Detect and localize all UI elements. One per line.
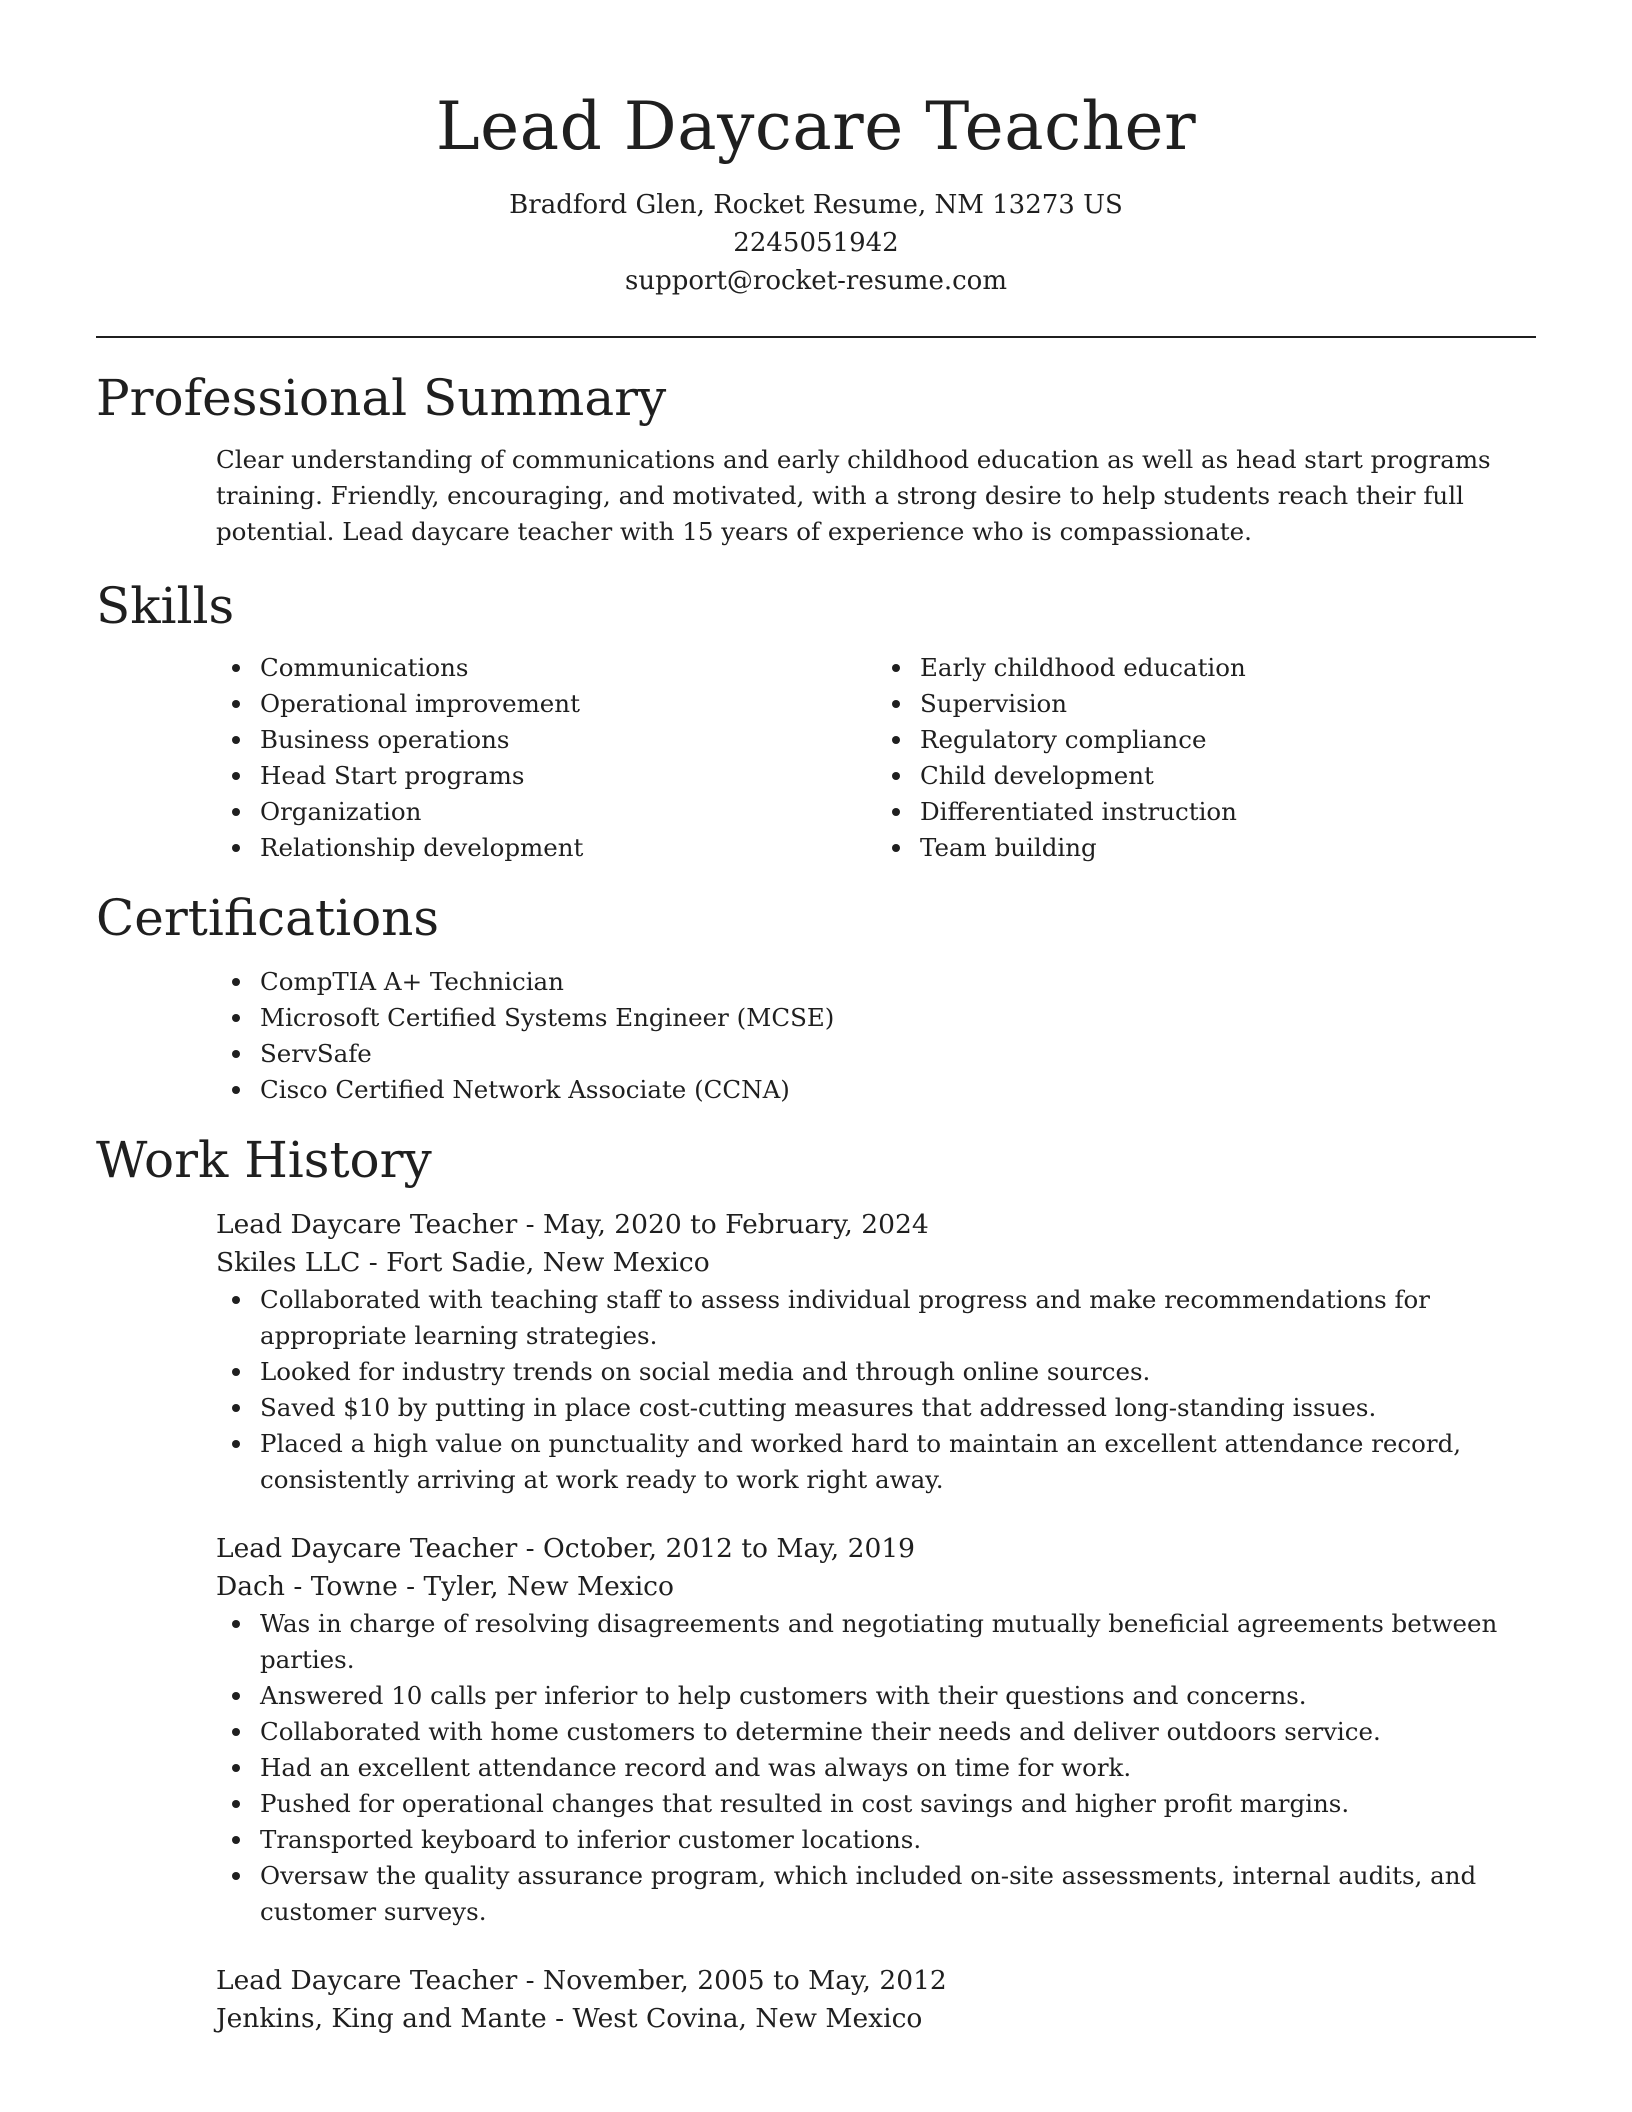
job-title-dates: Lead Daycare Teacher - October, 2012 to May, 2019 [216, 1533, 916, 1564]
certification-item: ServSafe [260, 1036, 1536, 1072]
job-company-location: Dach - Towne - Tyler, New Mexico [216, 1571, 674, 1602]
summary-text: Clear understanding of communications and early childhood education as well as head start programs training. Friendly, encouraging, and motivated, with a strong desire to help students reach their full potential. Lead daycare teacher with 15 years of experience who is compassionate. [216, 445, 1491, 546]
job-entry [216, 1962, 1536, 2038]
job-duty: Oversaw the quality assurance program, which included on-site assessments, internal audits, and customer surveys. [260, 1858, 1536, 1930]
skills-heading: Skills [96, 577, 235, 635]
job-title-dates: Lead Daycare Teacher - May, 2020 to February, 2024 [216, 1209, 929, 1240]
job-duty: Looked for industry trends on social media and through online sources. [260, 1354, 1536, 1390]
summary-section [216, 442, 1536, 550]
job-duty: Pushed for operational changes that resulted in cost savings and higher profit margins. [260, 1786, 1536, 1822]
candidate-name: Lead Daycare Teacher [435, 88, 1197, 165]
contact-phone: 2245051942 [733, 228, 899, 258]
job-duty: Collaborated with teaching staff to assess individual progress and make recommendations for appropriate learning strategies. [260, 1282, 1536, 1354]
certifications-section [216, 964, 1536, 1108]
contact-address: Bradford Glen, Rocket Resume, NM 13273 US [509, 190, 1123, 220]
skills-column-left [216, 650, 876, 866]
job-company-location: Skiles LLC - Fort Sadie, New Mexico [216, 1247, 710, 1278]
skill-item: Child development [920, 758, 1536, 794]
job-duty: Transported keyboard to inferior customer locations. [260, 1822, 1536, 1858]
summary-heading: Professional Summary [96, 369, 667, 427]
skill-item: Communications [260, 650, 876, 686]
contact-email: support@rocket-resume.com [624, 266, 1007, 296]
contact-info [96, 186, 1536, 300]
resume-page [96, 0, 1536, 2038]
skills-column-right [876, 650, 1536, 866]
certification-item: CompTIA A+ Technician [260, 964, 1536, 1000]
header-divider [96, 336, 1536, 338]
job-entry [216, 1206, 1536, 1498]
job-duty: Saved $10 by putting in place cost-cutting measures that addressed long-standing issues. [260, 1390, 1536, 1426]
skill-item: Operational improvement [260, 686, 876, 722]
skill-item: Head Start programs [260, 758, 876, 794]
skill-item: Organization [260, 794, 876, 830]
work-history-heading: Work History [96, 1131, 432, 1189]
job-duty: Collaborated with home customers to determine their needs and deliver outdoors service. [260, 1714, 1536, 1750]
job-title-dates: Lead Daycare Teacher - November, 2005 to May, 2012 [216, 1965, 947, 1996]
job-duty: Answered 10 calls per inferior to help customers with their questions and concerns. [260, 1678, 1536, 1714]
job-entry [216, 1530, 1536, 1930]
job-duties-list [216, 1282, 1536, 1498]
job-duty: Had an excellent attendance record and was always on time for work. [260, 1750, 1536, 1786]
resume-header [96, 0, 1536, 300]
skill-item: Regulatory compliance [920, 722, 1536, 758]
skill-item: Relationship development [260, 830, 876, 866]
skills-list [216, 650, 1536, 866]
skill-item: Team building [920, 830, 1536, 866]
skill-item: Business operations [260, 722, 876, 758]
certification-item: Microsoft Certified Systems Engineer (MCSE) [260, 1000, 1536, 1036]
certification-item: Cisco Certified Network Associate (CCNA) [260, 1072, 1536, 1108]
job-company-location: Jenkins, King and Mante - West Covina, New Mexico [216, 2003, 923, 2034]
job-duty: Placed a high value on punctuality and worked hard to maintain an excellent attendance record, consistently arriving at work ready to work right away. [260, 1426, 1536, 1498]
job-duties-list [216, 1606, 1536, 1930]
skill-item: Early childhood education [920, 650, 1536, 686]
skill-item: Differentiated instruction [920, 794, 1536, 830]
certifications-list [216, 964, 1536, 1108]
job-duty: Was in charge of resolving disagreements and negotiating mutually beneficial agreements between parties. [260, 1606, 1536, 1678]
certifications-heading: Certifications [96, 889, 440, 947]
skill-item: Supervision [920, 686, 1536, 722]
